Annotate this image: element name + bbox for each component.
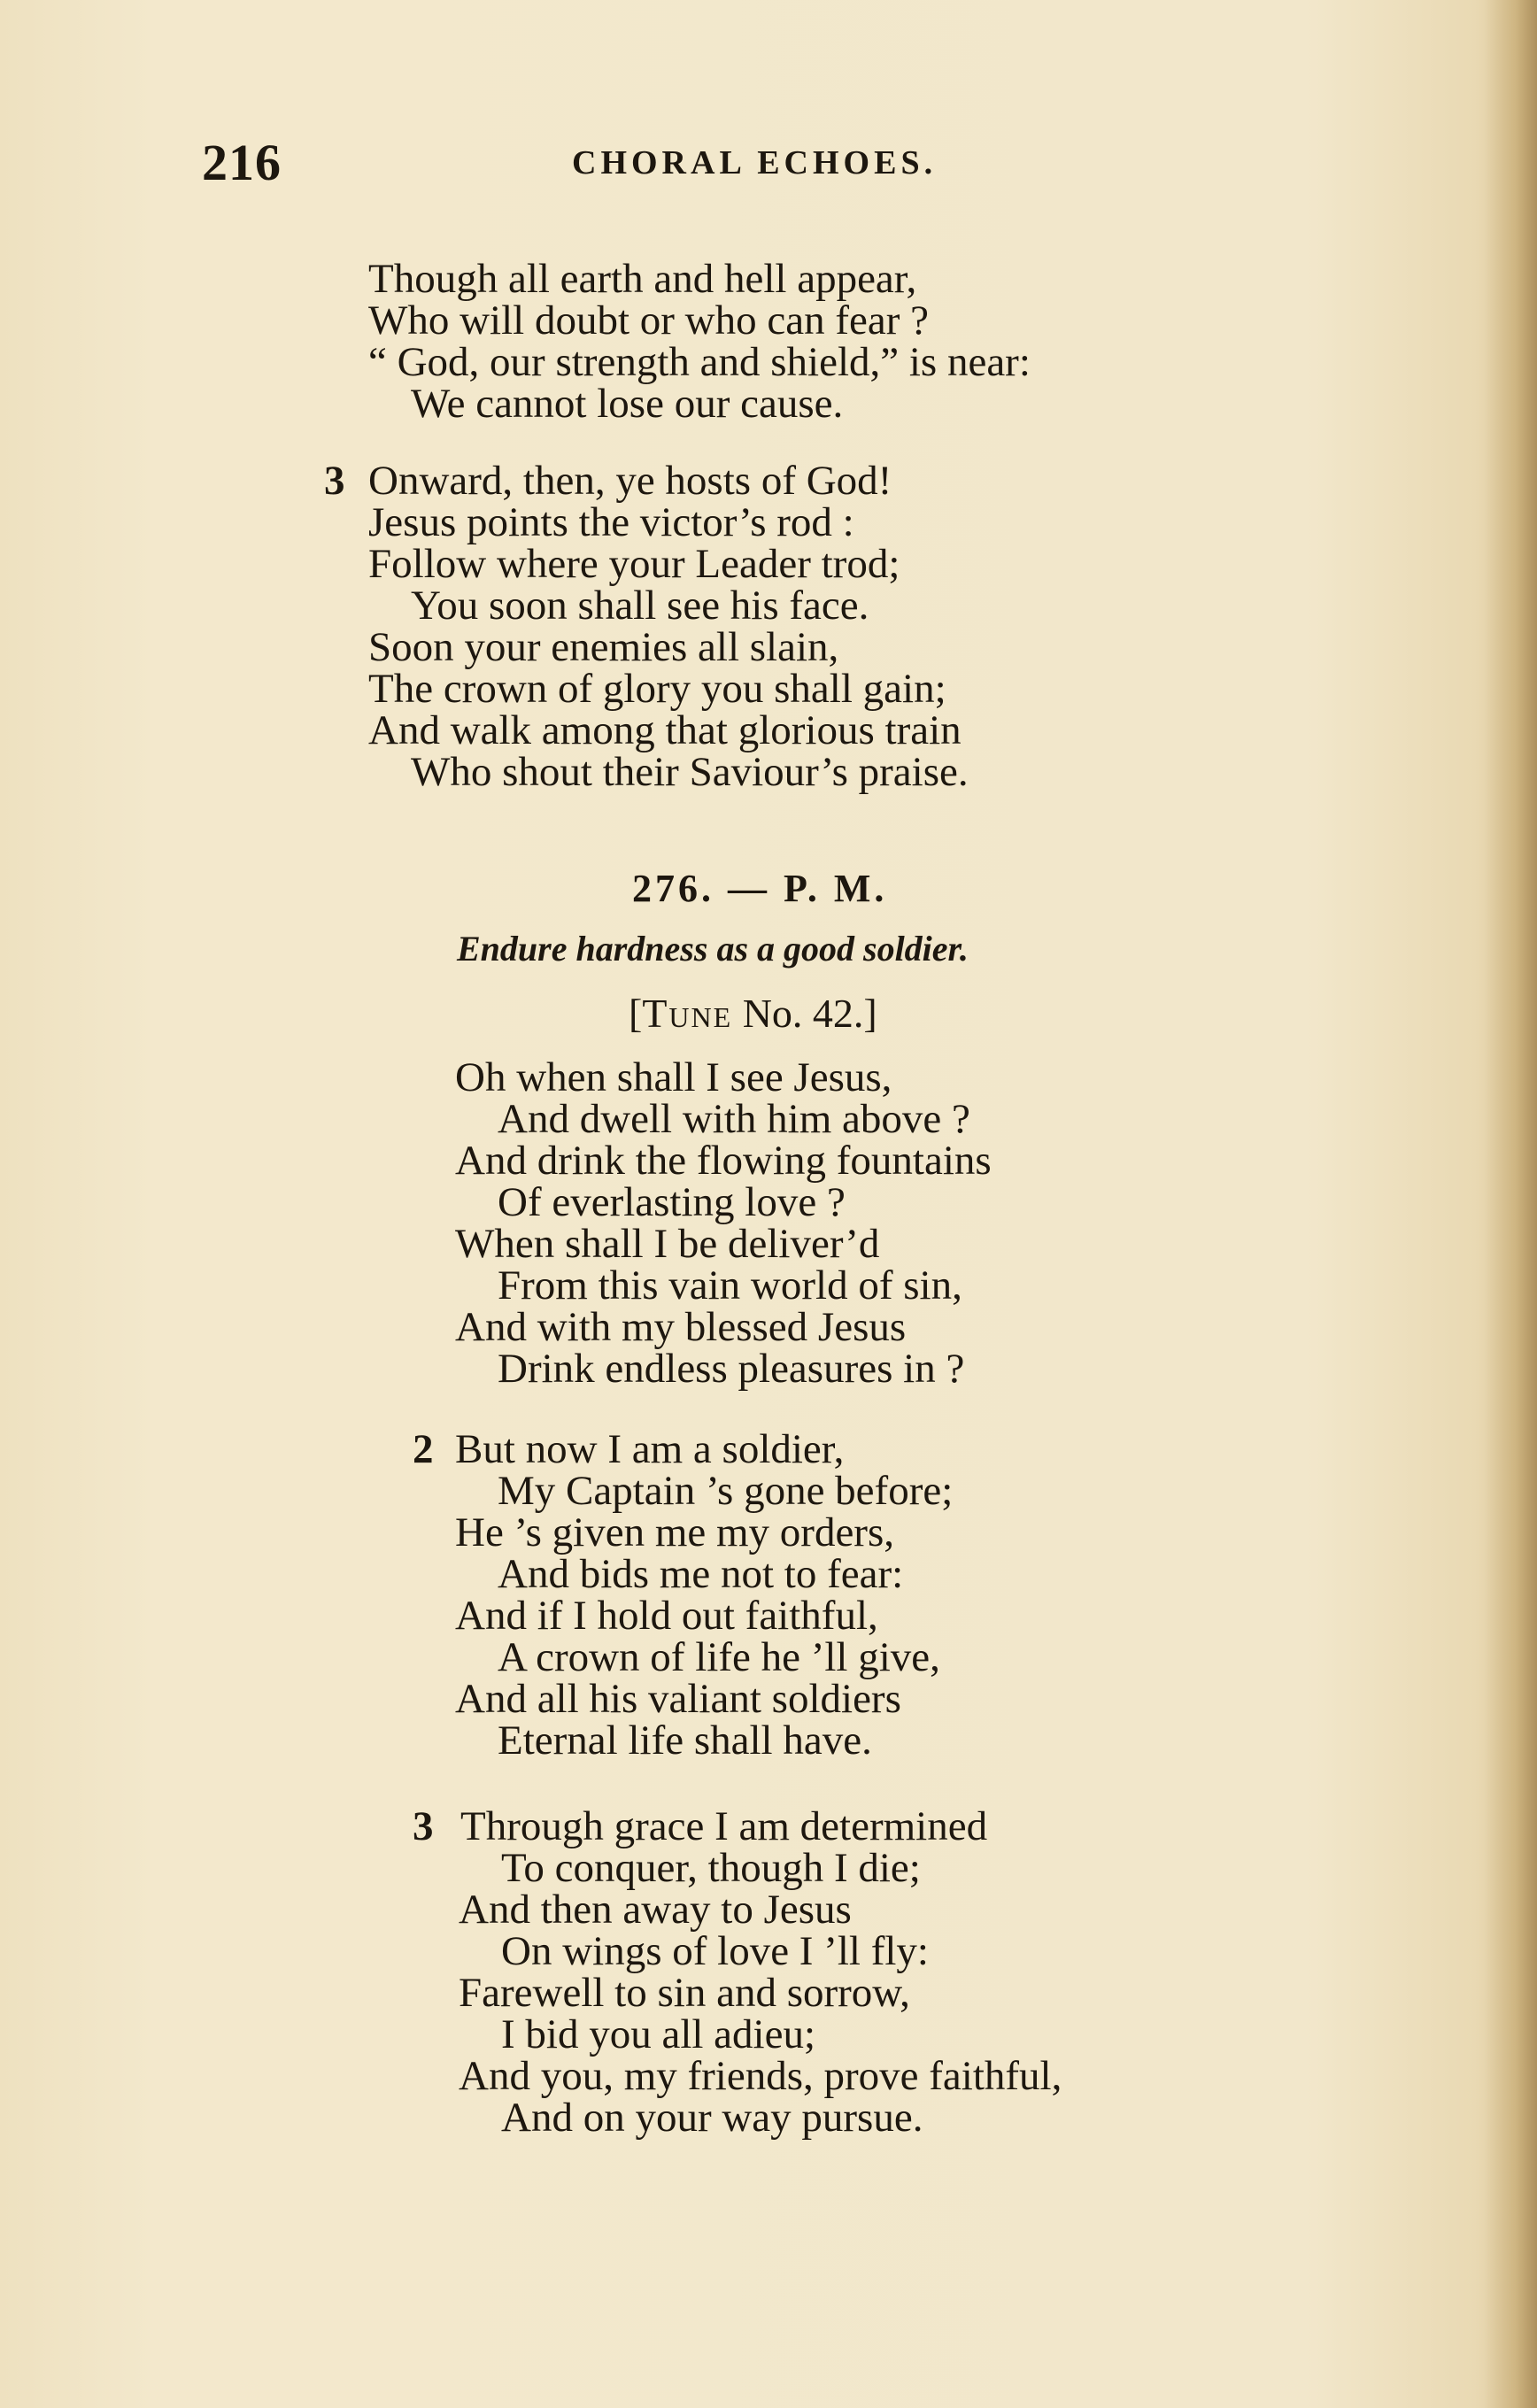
- verse-line: But now I am a soldier,: [455, 1426, 845, 1472]
- page-number: 216: [202, 134, 282, 191]
- tune-label: Tune: [642, 991, 733, 1036]
- verse-line: Farewell to sin and sorrow,: [459, 1970, 910, 2016]
- verse-line: And if I hold out faithful,: [455, 1593, 878, 1639]
- verse-line: Through grace I am determined: [460, 1803, 988, 1849]
- verse-line: Soon your enemies all slain,: [368, 624, 839, 670]
- verse-line: Oh when shall I see Jesus,: [455, 1054, 892, 1100]
- verse-line: Jesus points the victor’s rod :: [368, 499, 854, 545]
- verse-line: Of everlasting love ?: [498, 1179, 846, 1225]
- verse-line: Who shout their Saviour’s praise.: [411, 749, 969, 795]
- verse-line: Drink endless pleasures in ?: [498, 1346, 965, 1392]
- verse-line: The crown of glory you shall gain;: [368, 666, 946, 712]
- verse-line: From this vain world of sin,: [498, 1262, 962, 1308]
- verse-line: Who will doubt or who can fear ?: [368, 297, 929, 343]
- verse-line: And you, my friends, prove faithful,: [459, 2053, 1062, 2099]
- verse-line: On wings of love I ’ll fly:: [501, 1928, 929, 1974]
- running-title: CHORAL ECHOES.: [572, 144, 938, 181]
- verse-line: And dwell with him above ?: [498, 1096, 970, 1142]
- verse-line: Onward, then, ye hosts of God!: [368, 458, 892, 504]
- stanza-number: 3: [324, 458, 345, 504]
- verse-line: When shall I be deliver’d: [455, 1221, 880, 1267]
- tune-reference: [629, 990, 877, 1037]
- hymn-heading: 276. — P. M.: [632, 867, 888, 910]
- tune-number: No. 42.]: [742, 991, 877, 1036]
- stanza-number: 2: [413, 1426, 434, 1472]
- verse-line: Though all earth and hell appear,: [368, 256, 917, 302]
- verse-line: And drink the flowing fountains: [455, 1138, 992, 1184]
- tune-bracket: [: [629, 991, 643, 1036]
- verse-line: And bids me not to fear:: [498, 1551, 904, 1597]
- verse-line: Eternal life shall have.: [498, 1717, 872, 1764]
- verse-line: Follow where your Leader trod;: [368, 541, 900, 587]
- page-header: [202, 133, 1016, 195]
- stanza-number: 3: [413, 1803, 434, 1849]
- verse-line: We cannot lose our cause.: [411, 381, 844, 427]
- verse-line: And walk among that glorious train: [368, 707, 962, 753]
- verse-line: And with my blessed Jesus: [455, 1304, 907, 1350]
- verse-line: I bid you all adieu;: [501, 2011, 816, 2057]
- verse-line: And then away to Jesus: [459, 1887, 852, 1933]
- verse-line: My Captain ’s gone before;: [498, 1468, 954, 1514]
- verse-line: He ’s given me my orders,: [455, 1509, 895, 1555]
- verse-line: A crown of life he ’ll give,: [498, 1634, 940, 1680]
- verse-line: To conquer, though I die;: [501, 1845, 921, 1891]
- verse-line: You soon shall see his face.: [411, 583, 869, 629]
- verse-line: And on your way pursue.: [501, 2095, 923, 2141]
- hymn-subtitle: Endure hardness as a good soldier.: [457, 929, 969, 969]
- verse-line: “ God, our strength and shield,” is near:: [368, 339, 1031, 385]
- page-gutter-shadow: [1484, 0, 1537, 2408]
- verse-line: And all his valiant soldiers: [455, 1676, 901, 1722]
